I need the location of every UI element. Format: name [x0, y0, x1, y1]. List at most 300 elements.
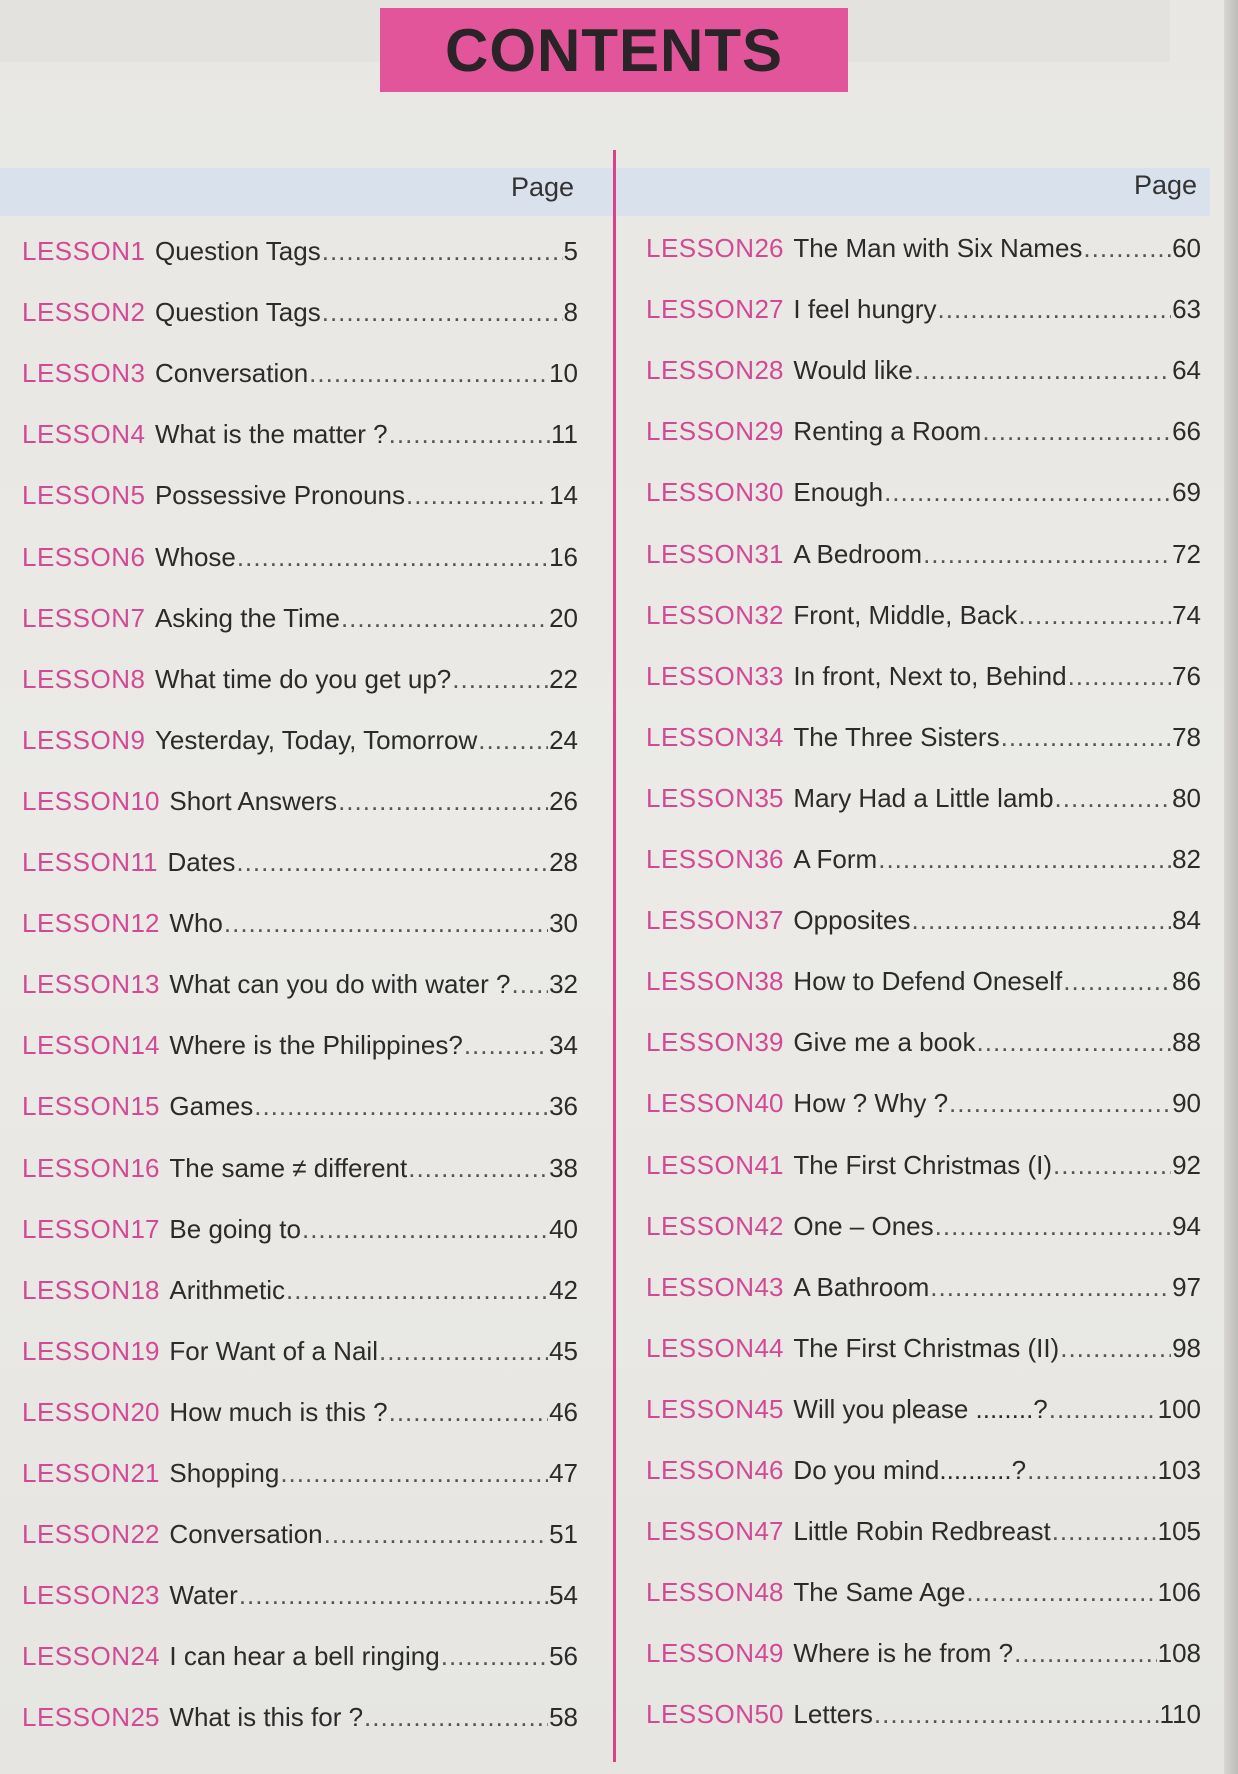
lesson-title: Opposites: [793, 905, 911, 936]
dot-leader: [914, 355, 1171, 386]
lesson-label: LESSON: [22, 1702, 131, 1733]
dot-leader: [464, 1030, 548, 1061]
page-number: 54: [549, 1580, 578, 1611]
dot-leader: [977, 1027, 1172, 1058]
lesson-number: 25: [130, 1702, 160, 1733]
lesson-number: 39: [754, 1027, 784, 1058]
lesson-title: Be going to: [169, 1213, 301, 1244]
lesson-label: LESSON: [22, 602, 131, 633]
lesson-title: A Bedroom: [793, 538, 923, 569]
lesson-title: What can you do with water ?: [169, 969, 511, 1000]
dot-leader: [884, 477, 1171, 508]
lesson-number: 13: [130, 969, 160, 1000]
lesson-label: LESSON: [22, 1396, 131, 1427]
lesson-title: How ? Why ?: [793, 1088, 949, 1119]
lesson-label: LESSON: [646, 1149, 755, 1180]
dot-leader: [1053, 1150, 1171, 1181]
lesson-number: 4: [130, 419, 145, 450]
toc-entry: [22, 236, 578, 276]
dot-leader: [1068, 661, 1172, 692]
lesson-title: Letters: [793, 1699, 873, 1730]
lesson-number: 6: [130, 541, 145, 572]
dot-leader: [930, 1272, 1171, 1303]
page-number: 97: [1172, 1271, 1201, 1302]
page-number: 47: [549, 1458, 578, 1488]
toc-entry: [22, 1641, 578, 1681]
page-number: 106: [1157, 1577, 1201, 1608]
toc-entry: [22, 1153, 578, 1193]
lesson-number: 42: [754, 1210, 784, 1241]
lesson-label: LESSON: [646, 1455, 755, 1485]
lesson-title: Short Answers: [169, 785, 338, 816]
lesson-number: 31: [754, 538, 784, 569]
lesson-number: 33: [754, 660, 784, 691]
lesson-number: 32: [754, 599, 784, 630]
lesson-number: 19: [130, 1335, 160, 1366]
page-number: 80: [1172, 782, 1201, 813]
lesson-title: The Same Age: [793, 1577, 966, 1608]
toc-entry: [22, 358, 578, 398]
contents-heading-box: [380, 8, 848, 92]
toc-entry: [646, 539, 1201, 579]
lesson-label: LESSON: [646, 966, 755, 997]
toc-entry: [646, 905, 1201, 945]
dot-leader: [1014, 1638, 1157, 1669]
dot-leader: [478, 725, 548, 756]
lesson-title: Renting a Room: [793, 416, 982, 447]
dot-leader: [938, 294, 1172, 325]
toc-entry: [646, 233, 1201, 273]
lesson-number: 9: [130, 724, 145, 755]
lesson-label: LESSON: [646, 844, 755, 874]
lesson-number: 8: [130, 663, 145, 694]
dot-leader: [912, 905, 1172, 936]
dot-leader: [1055, 783, 1172, 814]
page-number: 30: [549, 908, 578, 939]
page-edge-shadow: [1224, 0, 1238, 1774]
lesson-title: Arithmetic: [169, 1274, 285, 1305]
dot-leader: [1083, 233, 1171, 264]
dot-leader: [280, 1458, 548, 1489]
dot-leader: [1049, 1394, 1157, 1425]
toc-entry: [22, 1336, 578, 1376]
dot-leader: [935, 1211, 1171, 1242]
lesson-label: LESSON: [22, 1641, 131, 1672]
lesson-number: 36: [754, 844, 784, 874]
lesson-number: 5: [130, 480, 145, 511]
toc-entry: [646, 600, 1201, 640]
toc-entry: [22, 1519, 578, 1559]
lesson-number: 29: [754, 416, 784, 447]
lesson-number: 10: [130, 785, 160, 816]
page-number: 34: [549, 1030, 578, 1061]
toc-entry: [646, 722, 1201, 762]
page-number: 82: [1172, 844, 1201, 874]
page-number: 14: [549, 480, 578, 511]
page-number: 103: [1157, 1455, 1201, 1485]
lesson-label: LESSON: [646, 1210, 755, 1241]
lesson-label: LESSON: [22, 969, 131, 1000]
lesson-number: 45: [754, 1393, 784, 1424]
dot-leader: [511, 969, 548, 1000]
page-number: 24: [549, 724, 578, 755]
lesson-label: LESSON: [646, 233, 755, 263]
lesson-number: 12: [130, 908, 160, 939]
lesson-title: What is this for ?: [169, 1702, 364, 1733]
toc-entry: [22, 1091, 578, 1131]
toc-entry: [22, 908, 578, 948]
dot-leader: [1052, 1516, 1157, 1547]
lesson-title: I feel hungry: [793, 294, 937, 325]
page-number: 22: [549, 663, 578, 694]
lesson-number: 18: [130, 1274, 160, 1305]
lesson-number: 46: [754, 1455, 784, 1485]
lesson-title: Water: [169, 1580, 238, 1611]
lesson-label: LESSON: [646, 1332, 755, 1363]
dot-leader: [1060, 1333, 1171, 1364]
toc-entry: [646, 355, 1201, 395]
lesson-label: LESSON: [22, 297, 131, 328]
lesson-label: LESSON: [646, 1393, 755, 1424]
lesson-number: 11: [130, 847, 158, 877]
toc-entry: [22, 1397, 578, 1437]
dot-leader: [324, 1519, 548, 1550]
lesson-label: LESSON: [646, 721, 755, 752]
dot-leader: [309, 358, 548, 389]
page-number: 45: [549, 1335, 578, 1366]
page-number: 86: [1172, 966, 1201, 997]
dot-leader: [239, 1580, 548, 1611]
lesson-title: Games: [169, 1091, 254, 1122]
page-number: 66: [1172, 416, 1201, 447]
lesson-title: Whose: [154, 541, 236, 572]
page-number: 20: [549, 602, 578, 633]
lesson-number: 23: [130, 1580, 160, 1611]
dot-leader: [389, 419, 550, 450]
page-number: 5: [563, 236, 578, 266]
dot-leader: [322, 236, 563, 267]
dot-leader: [1001, 722, 1171, 753]
toc-entry: [22, 664, 578, 704]
lesson-number: 40: [754, 1088, 784, 1119]
lesson-title: In front, Next to, Behind: [793, 660, 1067, 691]
toc-entry: [22, 542, 578, 582]
column-divider: [613, 150, 616, 1762]
contents-heading: CONTENTS: [445, 16, 783, 84]
lesson-title: For Want of a Nail: [169, 1335, 378, 1366]
page-number: 72: [1172, 538, 1201, 569]
page-number: 10: [549, 358, 578, 389]
toc-entry: [646, 844, 1201, 884]
toc-entry: [22, 1458, 578, 1498]
dot-leader: [322, 297, 563, 328]
lesson-label: LESSON: [646, 1638, 755, 1669]
lesson-title: Will you please ........?: [793, 1393, 1048, 1424]
page-number: 94: [1172, 1210, 1201, 1241]
page-number: 42: [549, 1274, 578, 1305]
toc-entry: [22, 1702, 578, 1742]
lesson-label: LESSON: [22, 724, 131, 755]
page-number: 32: [549, 969, 578, 1000]
page-number: 105: [1157, 1516, 1201, 1547]
lesson-title: A Bathroom: [793, 1271, 930, 1302]
lesson-title: Give me a book: [793, 1027, 976, 1058]
toc-entry: [22, 969, 578, 1009]
page-number: 110: [1159, 1699, 1201, 1730]
lesson-number: 14: [130, 1030, 160, 1061]
dot-leader: [364, 1702, 548, 1733]
dot-leader: [389, 1397, 548, 1428]
lesson-label: LESSON: [22, 1335, 131, 1366]
dot-leader: [982, 416, 1171, 447]
lesson-number: 28: [754, 355, 784, 386]
lesson-number: 7: [130, 602, 145, 633]
toc-entry: [646, 416, 1201, 456]
blue-band: [0, 168, 1210, 216]
lesson-title: The First Christmas (II): [793, 1332, 1060, 1363]
lesson-title: How to Defend Oneself: [793, 966, 1063, 997]
dot-leader: [452, 664, 548, 695]
page-number: 100: [1157, 1393, 1201, 1424]
lesson-label: LESSON: [646, 1516, 755, 1547]
lesson-label: LESSON: [22, 480, 131, 511]
lesson-number: 44: [754, 1332, 784, 1363]
lesson-title: Asking the Time: [154, 602, 340, 633]
lesson-label: LESSON: [22, 1274, 131, 1305]
lesson-label: LESSON: [646, 905, 755, 936]
dot-leader: [878, 844, 1171, 875]
dot-leader: [1018, 600, 1171, 631]
lesson-number: 41: [754, 1149, 784, 1180]
dot-leader: [237, 542, 548, 573]
dot-leader: [236, 847, 548, 878]
toc-entry: [22, 297, 578, 337]
lesson-label: LESSON: [22, 1091, 131, 1122]
lesson-number: 2: [130, 297, 145, 328]
toc-entry: [646, 1699, 1201, 1739]
lesson-label: LESSON: [22, 1152, 131, 1183]
lesson-label: LESSON: [646, 538, 755, 569]
toc-entry: [646, 966, 1201, 1006]
dot-leader: [408, 1153, 548, 1184]
lesson-title: Question Tags: [154, 297, 321, 328]
toc-entry: [22, 419, 578, 459]
lesson-title: Who: [169, 908, 223, 939]
lesson-number: 48: [754, 1577, 784, 1608]
lesson-title: Front, Middle, Back: [793, 599, 1018, 630]
lesson-number: 34: [754, 721, 784, 752]
lesson-number: 21: [130, 1458, 160, 1488]
dot-leader: [441, 1641, 548, 1672]
lesson-label: LESSON: [22, 1580, 131, 1611]
lesson-number: 1: [130, 236, 145, 266]
page-number: 76: [1172, 660, 1201, 691]
toc-entry: [22, 847, 578, 887]
lesson-label: LESSON: [22, 1030, 131, 1061]
lesson-title: A Form: [793, 844, 878, 874]
lesson-label: LESSON: [646, 1088, 755, 1119]
toc-entry: [646, 294, 1201, 334]
page-column-header-left: Page: [511, 172, 575, 202]
toc-entry: [646, 1027, 1201, 1067]
lesson-number: 27: [754, 294, 784, 325]
lesson-number: 35: [754, 782, 784, 813]
page-number: 69: [1172, 477, 1201, 508]
lesson-number: 3: [130, 358, 145, 389]
lesson-title: Possessive Pronouns: [154, 480, 405, 511]
lesson-title: One – Ones: [793, 1210, 934, 1241]
dot-leader: [379, 1336, 548, 1367]
lesson-number: 22: [130, 1519, 160, 1550]
toc-entry: [646, 1394, 1201, 1434]
page-number: 108: [1157, 1638, 1201, 1669]
toc-entry: [22, 725, 578, 765]
lesson-number: 38: [754, 966, 784, 997]
lesson-title: The Three Sisters: [793, 721, 1000, 752]
toc-entry: [22, 1275, 578, 1315]
lesson-title: Do you mind..........?: [793, 1455, 1027, 1485]
page-number: 40: [549, 1213, 578, 1244]
toc-entry: [646, 1088, 1201, 1128]
page-number: 36: [549, 1091, 578, 1122]
lesson-label: LESSON: [646, 660, 755, 691]
lesson-label: LESSON: [646, 782, 755, 813]
lesson-label: LESSON: [22, 1458, 131, 1488]
dot-leader: [1027, 1455, 1157, 1486]
page-number: 26: [549, 785, 578, 816]
lesson-number: 16: [130, 1152, 160, 1183]
dot-leader: [949, 1088, 1171, 1119]
page-number: 64: [1172, 355, 1201, 386]
toc-entry: [646, 1150, 1201, 1190]
page-number: 84: [1172, 905, 1201, 936]
dot-leader: [341, 603, 548, 634]
page-column-header-right: Page: [1134, 170, 1198, 200]
lesson-label: LESSON: [22, 419, 131, 450]
page-number: 11: [551, 419, 578, 450]
lesson-title: The Man with Six Names: [793, 233, 1083, 263]
lesson-label: LESSON: [22, 236, 131, 266]
page-number: 88: [1172, 1027, 1201, 1058]
lesson-title: Where is the Philippines?: [169, 1030, 463, 1061]
lesson-label: LESSON: [22, 358, 131, 389]
lesson-title: How much is this ?: [169, 1396, 388, 1427]
lesson-title: Question Tags: [154, 236, 321, 266]
lesson-number: 15: [130, 1091, 160, 1122]
lesson-number: 30: [754, 477, 784, 508]
lesson-number: 24: [130, 1641, 160, 1672]
lesson-number: 20: [130, 1396, 160, 1427]
toc-entry: [646, 1455, 1201, 1495]
lesson-title: Would like: [793, 355, 913, 386]
lesson-title: What is the matter ?: [154, 419, 388, 450]
lesson-label: LESSON: [646, 1699, 755, 1730]
dot-leader: [966, 1577, 1156, 1608]
page-number: 90: [1172, 1088, 1201, 1119]
toc-entry: [22, 480, 578, 520]
lesson-label: LESSON: [646, 1271, 755, 1302]
lesson-title: Little Robin Redbreast: [793, 1516, 1051, 1547]
lesson-label: LESSON: [22, 541, 131, 572]
lesson-label: LESSON: [646, 1577, 755, 1608]
lesson-label: LESSON: [22, 908, 131, 939]
lesson-label: LESSON: [22, 1213, 131, 1244]
toc-entry: [646, 1211, 1201, 1251]
lesson-number: 26: [754, 233, 784, 263]
page-number: 60: [1172, 233, 1201, 263]
lesson-number: 50: [754, 1699, 784, 1730]
toc-entry: [646, 783, 1201, 823]
lesson-title: The First Christmas (I): [793, 1149, 1052, 1180]
lesson-number: 17: [130, 1213, 160, 1244]
lesson-label: LESSON: [22, 847, 131, 877]
dot-leader: [923, 539, 1171, 570]
page-number: 46: [549, 1396, 578, 1427]
page-number: 28: [549, 847, 578, 877]
lesson-number: 37: [754, 905, 784, 936]
toc-entry: [646, 477, 1201, 517]
toc-entry: [646, 1272, 1201, 1312]
lesson-label: LESSON: [646, 599, 755, 630]
lesson-number: 49: [754, 1638, 784, 1669]
lesson-number: 47: [754, 1516, 784, 1547]
dot-leader: [338, 786, 548, 817]
toc-entry: [22, 1214, 578, 1254]
toc-entry: [646, 661, 1201, 701]
toc-entry: [22, 603, 578, 643]
lesson-label: LESSON: [646, 416, 755, 447]
toc-entry: [646, 1516, 1201, 1556]
toc-entry: [22, 1580, 578, 1620]
toc-entry: [646, 1333, 1201, 1373]
page-number: 16: [549, 541, 578, 572]
toc-entry: [646, 1638, 1201, 1678]
toc-entry: [22, 1030, 578, 1070]
lesson-title: Enough: [793, 477, 884, 508]
lesson-title: Dates: [167, 847, 236, 877]
page-number: 74: [1172, 599, 1201, 630]
lesson-label: LESSON: [646, 477, 755, 508]
dot-leader: [302, 1214, 548, 1245]
toc-entry: [646, 1577, 1201, 1617]
dot-leader: [286, 1275, 548, 1306]
dot-leader: [254, 1091, 548, 1122]
dot-leader: [1063, 966, 1171, 997]
page-number: 98: [1172, 1332, 1201, 1363]
lesson-label: LESSON: [22, 785, 131, 816]
dot-leader: [406, 480, 548, 511]
lesson-title: Conversation: [169, 1519, 323, 1550]
lesson-title: Yesterday, Today, Tomorrow: [154, 724, 478, 755]
page-number: 78: [1172, 721, 1201, 752]
page-number: 8: [563, 297, 578, 328]
lesson-number: 43: [754, 1271, 784, 1302]
lesson-title: The same ≠ different: [169, 1152, 408, 1183]
dot-leader: [224, 908, 548, 939]
lesson-label: LESSON: [22, 1519, 131, 1550]
lesson-label: LESSON: [646, 355, 755, 386]
lesson-label: LESSON: [22, 663, 131, 694]
dot-leader: [874, 1699, 1159, 1730]
lesson-title: Where is he from ?: [793, 1638, 1014, 1669]
lesson-title: I can hear a bell ringing: [169, 1641, 440, 1672]
page-number: 92: [1172, 1149, 1201, 1180]
lesson-label: LESSON: [646, 294, 755, 325]
lesson-title: What time do you get up?: [154, 663, 452, 694]
page-number: 56: [549, 1641, 578, 1672]
lesson-label: LESSON: [646, 1027, 755, 1058]
page-number: 58: [549, 1702, 578, 1733]
